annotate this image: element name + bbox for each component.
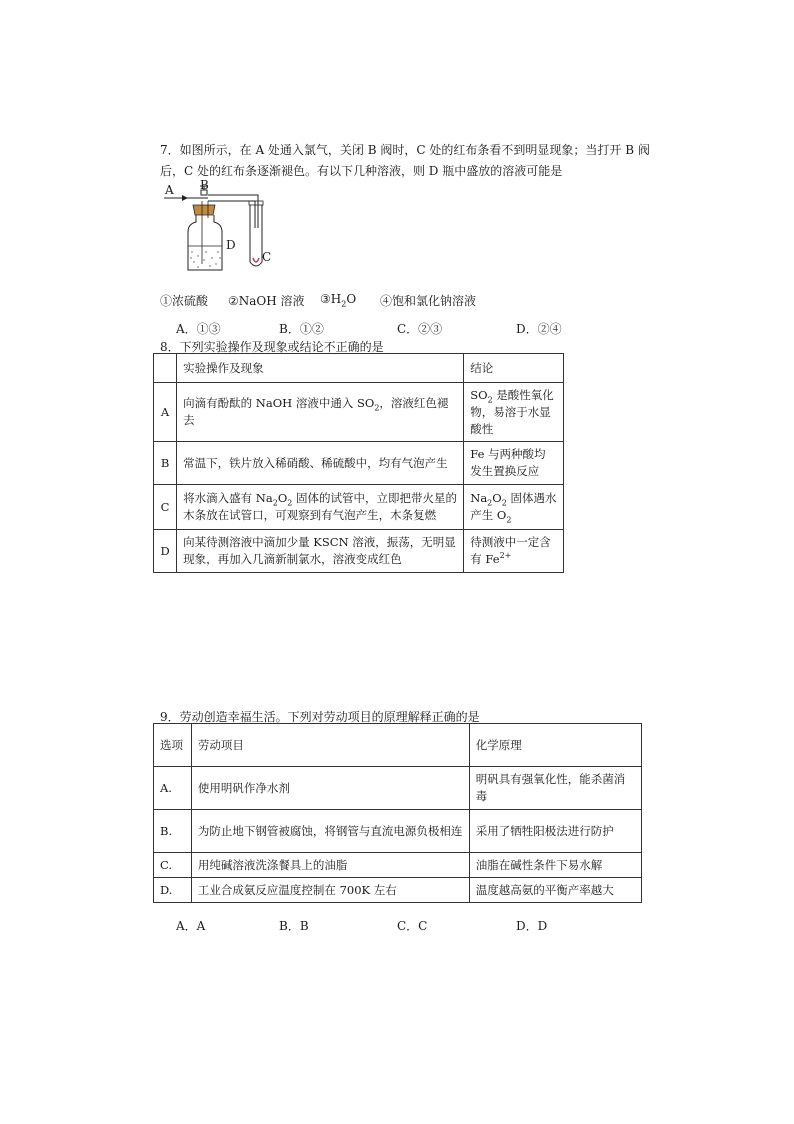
row-project: 使用明矾作净水剂 — [191, 767, 469, 810]
q7-line1: 7．如图所示，在 A 处通入氯气，关闭 B 阀时，C 处的红布条看不到明显现象；当打开 B 阀 — [160, 143, 650, 157]
row-conclusion: $SO_2$ 是酸性氧化物，易溶于水显酸性 — [464, 383, 564, 442]
row-conclusion: Fe 与两种酸均发生置换反应 — [464, 442, 564, 485]
q7-choice-d: D．②④ — [516, 322, 562, 336]
header-cell-1 — [154, 354, 177, 383]
row-principle: 温度越高氨的平衡产率越大 — [469, 878, 641, 903]
table-row — [154, 383, 564, 442]
q7-choice-a: A．①③ — [176, 322, 221, 336]
q7-line2: 后，C 处的红布条逐渐褪色。有以下几种溶液，则 D 瓶中盛放的溶液可能是 — [160, 164, 563, 178]
table-row — [154, 442, 564, 485]
row-project: 为防止地下钢管被腐蚀，将钢管与直流电源负极相连 — [191, 810, 469, 853]
q9-choice-d: D．D — [516, 919, 548, 933]
q8-stem: 8．下列实验操作及现象或结论不正确的是 — [160, 340, 384, 354]
row-conclusion: 待测液中一定含有 $Fe^{2+}$ — [464, 530, 564, 573]
q9-choice-b: B．B — [279, 919, 309, 933]
table-row — [154, 485, 564, 530]
row-label: B. — [154, 810, 192, 853]
row-operation: 向滴有酚酞的 NaOH 溶液中通入 $SO_2$，溶液红色褪去 — [177, 383, 464, 442]
header-cell-2: 实验操作及现象 — [177, 354, 464, 383]
q9-stem: 9．劳动创造幸福生活。下列对劳动项目的原理解释正确的是 — [160, 710, 480, 724]
row-principle: 油脂在碱性条件下易水解 — [469, 853, 641, 878]
figure-label-b: B — [200, 178, 209, 192]
figure-label-c: C — [262, 250, 272, 264]
table-row — [154, 767, 642, 810]
table-row — [154, 853, 642, 878]
table-row — [154, 810, 642, 853]
q9-choice-c: C．C — [397, 919, 428, 933]
header-cell-2: 劳动项目 — [191, 724, 469, 767]
header-cell-3: 结论 — [464, 354, 564, 383]
solution-1: ①浓硫酸 — [160, 294, 209, 308]
row-principle: 明矾具有强氧化性，能杀菌消毒 — [469, 767, 641, 810]
table-header-row — [154, 724, 642, 767]
row-label: A — [154, 383, 177, 442]
q9-table — [153, 723, 642, 903]
solution-2: ②NaOH 溶液 — [228, 294, 305, 308]
q7-choice-c: C．②③ — [397, 322, 443, 336]
row-principle: 采用了牺牲阳极法进行防护 — [469, 810, 641, 853]
row-operation: 常温下，铁片放入稀硝酸、稀硫酸中，均有气泡产生 — [177, 442, 464, 485]
row-label: C. — [154, 853, 192, 878]
solution-3: $③H_2O$ — [320, 292, 357, 309]
row-conclusion: $Na_2O_2$ 固体遇水产生 $O_2$ — [464, 485, 564, 530]
figure-label-a: A — [165, 183, 174, 197]
table-row — [154, 878, 642, 903]
row-label: D. — [154, 878, 192, 903]
row-operation: 将水滴入盛有 $Na_2O_2$ 固体的试管中，立即把带火星的木条放在试管口，可观察到有气泡产生，木条复燃 — [177, 485, 464, 530]
row-label: C — [154, 485, 177, 530]
row-label: A. — [154, 767, 192, 810]
row-label: B — [154, 442, 177, 485]
table-row — [154, 530, 564, 573]
header-cell-1: 选项 — [154, 724, 192, 767]
solution-4: ④饱和氯化钠溶液 — [380, 294, 477, 308]
figure-label-d: D — [226, 238, 236, 252]
q7-choice-b: B．①② — [279, 322, 324, 336]
table-header-row — [154, 354, 564, 383]
row-project: 用纯碱溶液洗涤餐具上的油脂 — [191, 853, 469, 878]
header-cell-3: 化学原理 — [469, 724, 641, 767]
row-project: 工业合成氨反应温度控制在 700K 左右 — [191, 878, 469, 903]
row-operation: 向某待测溶液中滴加少量 KSCN 溶液，振荡，无明显现象，再加入几滴新制氯水，溶液变成红色 — [177, 530, 464, 573]
q8-table — [153, 353, 564, 573]
row-label: D — [154, 530, 177, 573]
q9-choice-a: A．A — [176, 919, 206, 933]
